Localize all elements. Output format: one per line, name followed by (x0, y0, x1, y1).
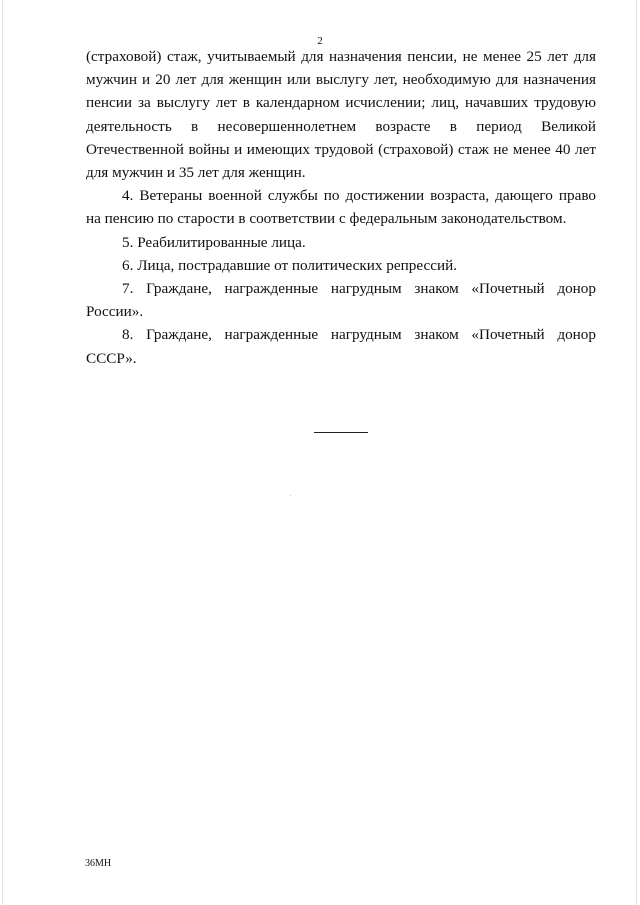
paragraph-item-7: 7. Граждане, награжденные нагрудным знаком «Почетный донор России». (86, 280, 596, 321)
scan-edge-left (2, 0, 3, 905)
paragraph-continuation: (страховой) стаж, учитываемый для назначения пенсии, не менее 25 лет для мужчин и 20 лет для женщин или выслугу лет, необходимую для назначения пенсии за выслугу лет в календарном исчислении; лиц, начавших трудовую деятельность в несовершеннолетнем возрасте в период Великой Отечественной войны и имеющих трудовой (страховой) стаж не менее 40 лет для мужчин и 35 лет для женщин. (86, 48, 596, 182)
document-code: 36МН (85, 858, 112, 869)
paragraph-item-8: 8. Граждане, награжденные нагрудным знаком «Почетный донор СССР». (86, 326, 596, 367)
document-body (86, 45, 596, 370)
paragraph-item-6: 6. Лица, пострадавшие от политических репрессий. (122, 256, 458, 274)
end-of-text-rule (314, 432, 368, 433)
scan-speck (290, 495, 291, 496)
page-number: 2 (317, 35, 323, 47)
paragraph-item-4: 4. Ветераны военной службы по достижении возраста, дающего право на пенсию по старости в соответствии с федеральным законодательством. (86, 187, 596, 228)
paragraph-item-5: 5. Реабилитированные лица. (122, 233, 306, 251)
scan-edge-right (636, 0, 637, 905)
